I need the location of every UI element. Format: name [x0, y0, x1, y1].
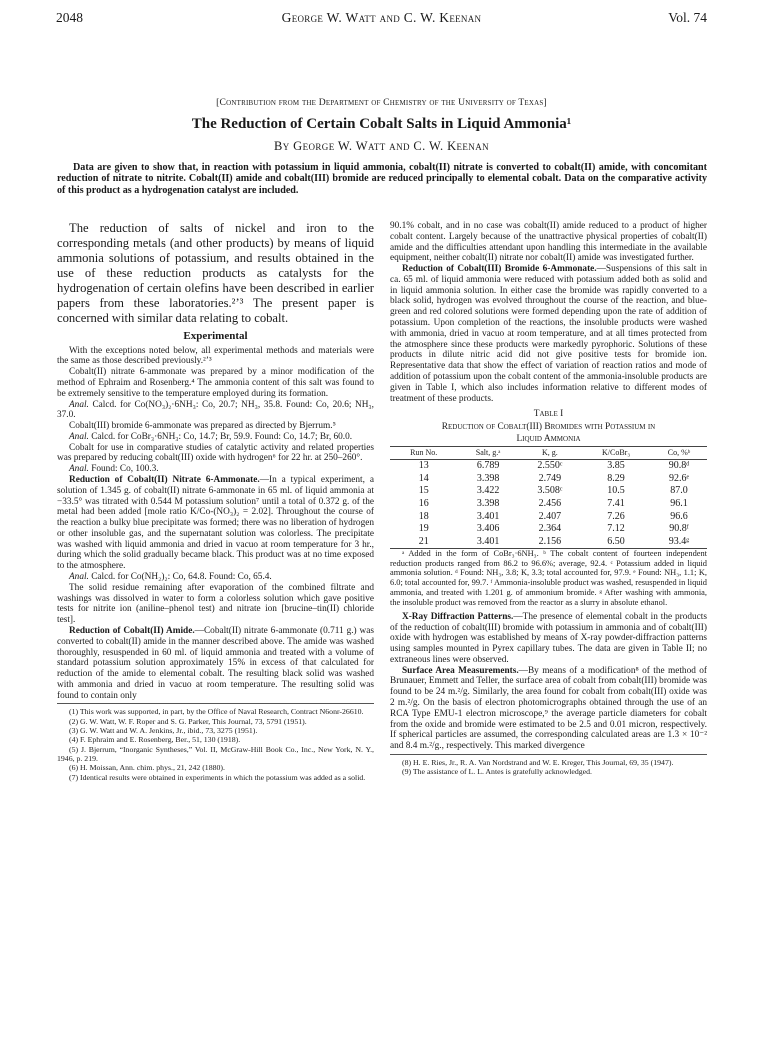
analysis-paragraph [57, 464, 374, 475]
footnote: (3) G. W. Watt and W. A. Jenkins, Jr., ibid., 73, 3275 (1951). [69, 726, 258, 736]
intro-paragraph: The reduction of salts of nickel and iron to the corresponding metals (and other products) by means of liquid ammonia solutions of potassium, and results obtained in the use of these reduction products as catalysts for the hydrogenation of certain olefins have been described in earlier papers from these laboratories.²ʼ³ The present paper is concerned with similar data relating to cobalt. [57, 221, 374, 325]
paragraph-text: —Suspensions of this salt in ca. 65 ml. of liquid ammonia were reduced with potassium added both as solid and in liquid ammonia solution. In either case the bromide was rapidly converted to a black solid, hydrogen was evolved throughout the course of the reaction, and blue-green and red colored solutions were formed depending upon the rate of addition of potassium. Upon completion of the reactions, the insoluble products were washed with ammonia, dried in vacuo at room temperature, and at all times protected from the atmosphere since these products were markedly pyrophoric. Solutions of these products in dilute nitric acid did not give positive tests for bromide ion. Representative data that show the effect of variation of reaction ratios and mode of addition of potassium upon the cobalt content of the ammonia-insoluble products are given in Table I, which also includes information relative to different modes of treatment of these products. [390, 264, 707, 404]
footnote: (8) H. E. Ries, Jr., R. A. Van Nordstrand and W. E. Kreger, This Journal, 69, 35 (1947). [402, 757, 674, 767]
table-subtitle: Liquid Ammonia [516, 434, 581, 445]
table-cell: 6.789 [476, 460, 500, 472]
table-cell: 15 [418, 485, 429, 497]
anal-label: Anal. [69, 464, 89, 475]
anal-label: Anal. [69, 399, 89, 410]
footnote-rule [390, 754, 707, 755]
column-header: K, g. [519, 447, 581, 459]
anal-label: Anal. [69, 431, 89, 442]
table-cell: 2.156 [519, 535, 581, 548]
table-cell: 90.8ᵈ [668, 460, 690, 472]
run-in-heading: Reduction of Cobalt(II) Nitrate 6-Ammonate. [69, 475, 260, 486]
table-cell: 7.12 [607, 523, 625, 535]
volume-label: Vol. 74 [668, 10, 707, 25]
section-heading-experimental: Experimental [183, 329, 248, 342]
paragraph-text: —In a typical experiment, a solution of 1.345 g. of cobalt(II) nitrate 6-ammonate in 65 ml. of liquid ammonia at −33.5° was titrated with 0.544 M potassium solution⁷ until a total of 0.372 g. of the metal had been added [mole ratio K/Co-(NO₃)₂ = 2.02]. Throughout the course of the reaction a bulky blue precipitate was formed; there was no liberation of hydrogen or other insoluble gas, and the supernatant solution was colorless. The precipitate was washed with liquid ammonia and dried in vacuo at room temperature for 3 hr., during which the solid gradually became black. This product was at no time exposed to the atmosphere. [57, 475, 374, 572]
run-in-heading: Reduction of Cobalt(III) Bromide 6-Ammonate. [402, 264, 597, 275]
paragraph: Cobalt for use in comparative studies of catalytic activity and related properties was prepared by reducing cobalt(III) oxide with hydrogen⁶ for 22 hr. at 250–260°. [57, 442, 374, 464]
analysis-text: Calcd. for CoBr₃·6NH₃: Co, 14.7; Br, 59.9. Found: Co, 14.7; Br, 60.0. [91, 431, 353, 442]
contribution-line: [Contribution from the Department of Chemistry of the University of Texas] [216, 97, 547, 108]
table-row [390, 485, 707, 498]
table-cell: 96.1 [670, 497, 688, 509]
table-cell: 92.6ᵉ [668, 472, 690, 484]
footnote: (6) H. Moissan, Ann. chim. phys., 21, 242 (1880). [69, 763, 225, 773]
footnote: (1) This work was supported, in part, by the Office of Naval Research, Contract N6onr-26610. [69, 707, 364, 717]
footnote: (5) J. Bjerrum, “Inorganic Syntheses,” Vol. II, McGraw-Hill Book Co., Inc., New York, N. Y., 1946, p. 219. [57, 744, 374, 764]
abstract: Data are given to show that, in reaction with potassium in liquid ammonia, cobalt(II) nitrate is converted to cobalt(II) amide, with concomitant reduction of nitrate to nitrite. Cobalt(II) amide and cobalt(III) bromide are reduced principally to elemental cobalt. Data on the comparative activity of this product as a hydrogenation catalyst are included. [57, 162, 707, 196]
paragraph [57, 475, 374, 572]
table-cell: 3.85 [607, 460, 625, 472]
analysis-paragraph [57, 432, 374, 443]
table-cell: 3.398 [476, 472, 500, 484]
column-header: K/CoBr₃ [581, 447, 651, 459]
column-header: Co, %ᵇ [651, 447, 707, 459]
page-number: 2048 [56, 10, 83, 25]
run-in-heading: Reduction of Cobalt(II) Amide. [69, 625, 195, 636]
table-cell: 16 [418, 497, 429, 509]
paragraph-text: —The presence of elemental cobalt in the products of the reduction of cobalt(III) bromide with potassium in ammonia and of cobalt(III) oxide with hydrogen was established by means of X-ray powder-diffraction patterns using samples mounted in Pyrex capillary tubes. The data are given in Table II; no extraneous lines were observed. [390, 611, 707, 665]
table-cell: 93.4ᵍ [651, 535, 707, 548]
paragraph: Cobalt(II) nitrate 6-ammonate was prepared by a minor modification of the method of Ephraim and Rosenberg.⁴ The ammonia content of this salt was found to be extremely sensitive to the temperature employed during its formation. [57, 367, 374, 399]
author-line: By George W. Watt and C. W. Keenan [274, 139, 489, 153]
table-cell: 3.401 [457, 535, 518, 548]
table-cell: 13 [418, 460, 429, 472]
table-row [390, 459, 707, 472]
footnote: (4) F. Ephraim and E. Rosenberg, Ber., 51, 130 (1918). [69, 735, 241, 745]
table-row [390, 497, 707, 510]
table-cell: 87.0 [670, 485, 688, 497]
table-header-row [390, 447, 707, 459]
table-cell: 21 [390, 535, 457, 548]
table-cell: 7.41 [607, 497, 625, 509]
table-row [390, 510, 707, 523]
paragraph: Cobalt(III) bromide 6-ammonate was prepared as directed by Bjerrum.⁵ [69, 421, 336, 432]
analysis-text: Found: Co, 100.3. [91, 464, 159, 475]
table-cell: 10.5 [607, 485, 625, 497]
paragraph [57, 626, 374, 701]
table-cell: 14 [418, 472, 429, 484]
table-cell: 3.401 [476, 510, 500, 522]
table-cell: 90.8ᶠ [669, 523, 689, 535]
running-header [56, 10, 707, 32]
paragraph [390, 666, 707, 752]
table-cell: 2.456 [538, 497, 562, 509]
table-cell: 6.50 [581, 535, 651, 548]
table-row [390, 472, 707, 485]
table-cell: 8.29 [607, 472, 625, 484]
article-title: The Reduction of Certain Cobalt Salts in Liquid Ammonia¹ [191, 116, 572, 132]
table-caption: Table I [533, 409, 564, 420]
table-row [390, 535, 707, 548]
table-row [390, 523, 707, 536]
table-cell: 2.550ᶜ [537, 460, 563, 472]
column-header: Run No. [390, 447, 457, 459]
footnote: (7) Identical results were obtained in experiments in which the potassium was added as a solid. [69, 772, 366, 782]
analysis-text: Calcd. for Co(NH₂)₂: Co, 64.8. Found: Co, 65.4. [91, 572, 272, 583]
table-cell: 19 [418, 523, 429, 535]
table-cell: 18 [418, 510, 429, 522]
run-in-heading: X-Ray Diffraction Patterns. [402, 611, 514, 622]
analysis-paragraph [57, 400, 374, 422]
footnote: (9) The assistance of L. L. Antes is gratefully acknowledged. [402, 767, 592, 777]
footnote: (2) G. W. Watt, W. F. Roper and S. G. Parker, This Journal, 73, 5791 (1951). [69, 716, 307, 726]
table-cell: 2.407 [538, 510, 562, 522]
left-column [57, 221, 374, 782]
table-cell: 2.749 [538, 472, 562, 484]
paragraph [390, 612, 707, 666]
analysis-paragraph [57, 572, 374, 583]
right-column [390, 221, 707, 777]
running-title: George W. Watt and C. W. Keenan [281, 10, 482, 25]
table-footnotes: ᵃ Added in the form of CoBr₃·6NH₃. ᵇ The cobalt content of fourteen independent reduction products ranged from 86.2 to 96.6%; average, 92.4. ᶜ Potassium added in liquid ammonia solution. ᵈ Found: NH₃, 3.8; K, 3.3; total accounted for, 97.9. ᵉ Found: NH₃, 1.1; K, 6.0; total accounted for, 99.7. ᶠ Ammonia-insoluble product was washed, resuspended in liquid ammonia, and treated with 1.201 g. of ammonium bromide. ᵍ After washing with ammonia, the insoluble product was removed from the reactor as a slurry in absolute ethanol. [390, 548, 707, 607]
table-cell: 96.6 [670, 510, 688, 522]
paragraph [390, 264, 707, 404]
paragraph: With the exceptions noted below, all experimental methods and materials were the same as those described previously.²ʼ³ [57, 345, 374, 367]
table-cell: 2.364 [538, 523, 562, 535]
table-cell: 3.406 [476, 523, 500, 535]
table-cell: 7.26 [607, 510, 625, 522]
footnote-rule [57, 703, 374, 704]
table-cell: 3.422 [476, 485, 500, 497]
data-table [390, 446, 707, 548]
anal-label: Anal. [69, 572, 89, 583]
paragraph: 90.1% cobalt, and in no case was cobalt(II) amide reduced to a product of higher cobalt content. Largely because of the unattractive physical properties of cobalt(II) amide and the difficulties attendant upon handling this intermediate in the available equipment, neither cobalt(II) nitrate nor cobalt(II) amide was investigated further. [390, 221, 707, 264]
paragraph: The solid residue remaining after evaporation of the combined filtrate and washings was dissolved in water to form a colorless solution which gave positive tests for nitrite ion (aniline–phenol test) and nitrate ion [brucine–tin(II) chloride test]. [57, 582, 374, 626]
table-subtitle: Reduction of Cobalt(III) Bromides with Potassium in [441, 422, 656, 433]
paragraph-text: —By means of a modification⁸ of the method of Brunauer, Emmett and Teller, the surface area of cobalt from cobalt(III) bromide was found to be 24 m.²/g. Similarly, the area found for cobalt from cobalt(III) oxide was 2 m.²/g. On the basis of electron photomicrographs obtained through the use of an RCA Type EMU-1 electron microscope,⁹ the average particle diameters for cobalt from the oxide and bromide were estimated to be 2.5 and 0.01 micron, respectively. If spherical particles are assumed, the corresponding calculated areas are 1.3 × 10⁻² and 8.4 m.²/g., respectively. This marked divergence [390, 665, 707, 752]
table-cell: 3.508ᶜ [537, 485, 563, 497]
analysis-text: Calcd. for Co(NO₃)₂·6NH₃: Co, 20.7; NH₃, 35.8. Found: Co, 20.6; NH₃, 37.0. [57, 399, 374, 421]
table-cell: 3.398 [476, 497, 500, 509]
run-in-heading: Surface Area Measurements. [402, 665, 519, 676]
paragraph-text: —Cobalt(II) nitrate 6-ammonate (0.711 g.) was converted to cobalt(II) amide in the manner described above. The amide was washed thoroughly, resuspended in 60 ml. of liquid ammonia and treated with a volume of standard potassium solution approximately 15% in excess of that calculated for reduction of the amide to elemental cobalt. The resulting black solid was washed with ammonia and dried in vacuo at room temperature. The resulting solid was found to contain only [57, 625, 375, 701]
column-header: Salt, g.ᵃ [457, 447, 518, 459]
